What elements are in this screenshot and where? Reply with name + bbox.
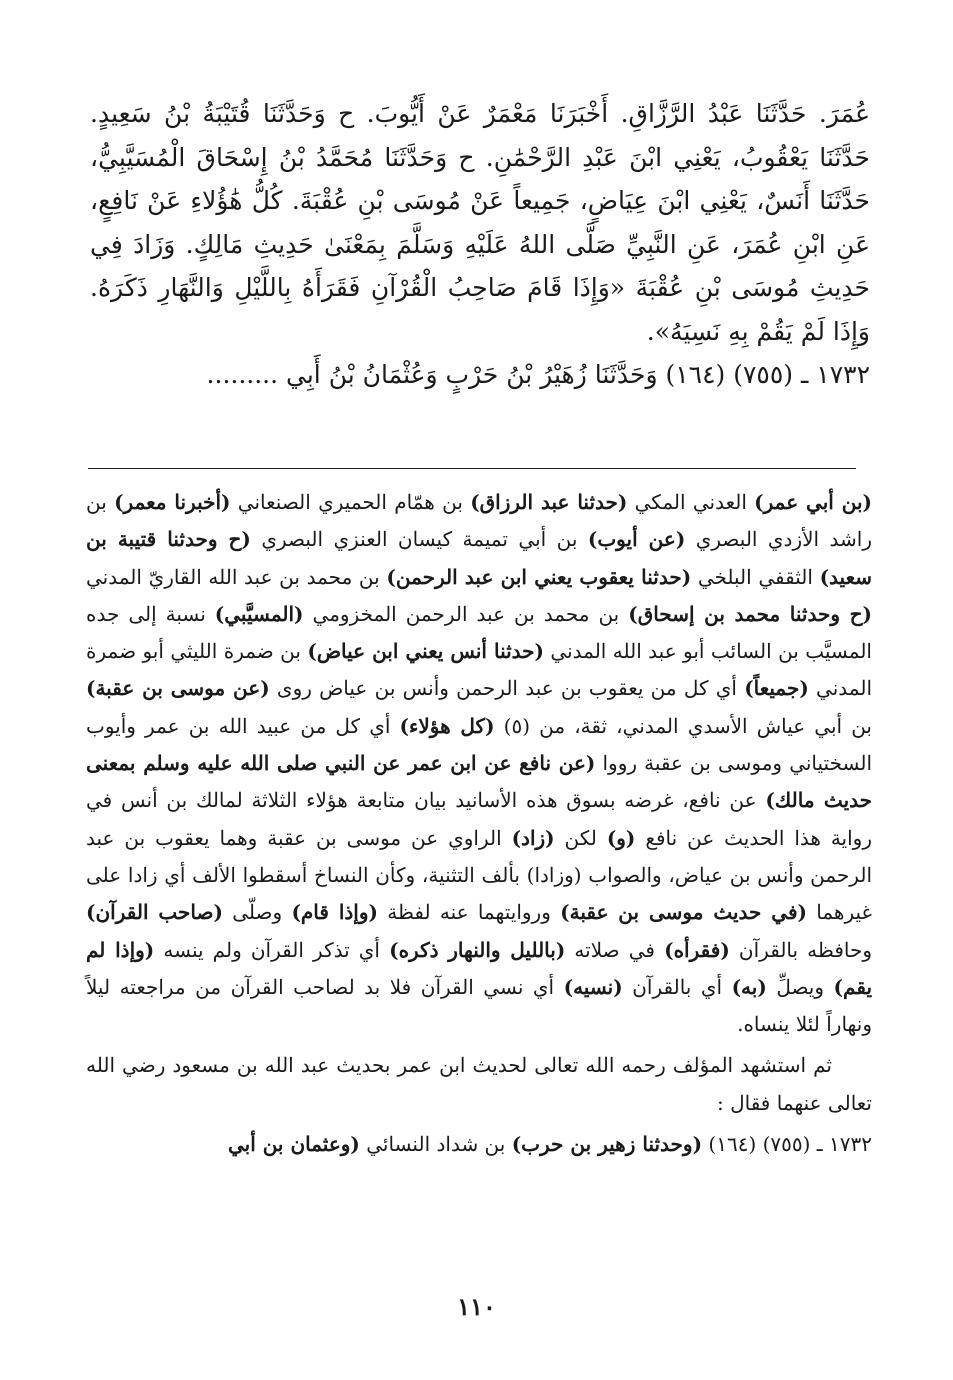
quoted-matn-term: (وإذا لم يقم) bbox=[86, 937, 873, 999]
commentary-text: بن محمد بن عبد الرحمن المخزومي bbox=[303, 601, 629, 626]
quoted-matn-term: (زاد) bbox=[511, 825, 555, 850]
quoted-matn-term: (به) bbox=[731, 974, 767, 999]
commentary-next-hadith bbox=[86, 1126, 872, 1163]
commentary-text: أي بالقرآن bbox=[622, 974, 732, 999]
commentary-text: بن أبي تميمة كيسان العنزي البصري bbox=[250, 527, 588, 552]
quoted-matn-term: (جميعاً) bbox=[744, 676, 809, 701]
commentary-text: الثقفي البلخي bbox=[691, 564, 820, 589]
commentary-text: الراوي عن موسى بن عقبة وهما يعقوب بن عبد الرحمن وأنس بن عياض، والصواب (وزادا) بألف التثنية، وكأن النساخ أسقطوا الألف أي زادا على غيرهما bbox=[86, 825, 872, 925]
quoted-matn-term: (وحدثنا زهير بن حرب) bbox=[511, 1132, 703, 1157]
quoted-matn-term: (نسيه) bbox=[563, 974, 623, 999]
quoted-matn-term: (صاحب القرآن) bbox=[86, 900, 223, 925]
page-number: ١١٠ bbox=[457, 1292, 496, 1321]
commentary-text: العدني المكي bbox=[627, 490, 755, 514]
quoted-matn-term: (ح وحدثنا محمد بن إسحاق) bbox=[628, 601, 872, 626]
commentary-text: ١٧٣٢ ـ (٧٥٥) (١٦٤) bbox=[702, 1132, 872, 1157]
quoted-matn-term: (حدثنا يعقوب يعني ابن عبد الرحمن) bbox=[386, 564, 692, 589]
quoted-matn-term: (بالليل والنهار ذكره) bbox=[389, 937, 566, 962]
quoted-matn-term: (عن نافع عن ابن عمر عن النبي صلى الله عليه وسلم بمعنى حديث مالك) bbox=[86, 751, 872, 813]
commentary-text: وحافظه بالقرآن bbox=[729, 937, 872, 962]
commentary-text: بن شداد النسائي bbox=[359, 1132, 512, 1157]
commentary-text: أي كل من يعقوب بن عبد الرحمن وأنس بن عياض روى bbox=[269, 676, 745, 701]
commentary-text: وروايتهما عنه لفظة bbox=[377, 900, 561, 925]
commentary-text: عن نافع، غرضه بسوق هذه الأسانيد بيان متابعة هؤلاء الثلاثة لمالك بن أنس في رواية هذا الحديث عن نافع bbox=[86, 788, 872, 850]
footnote-separator bbox=[88, 468, 856, 469]
quoted-matn-term: (وعثمان بن أبي bbox=[227, 1132, 360, 1157]
quoted-matn-term: (فقرأه) bbox=[664, 937, 730, 962]
hadith-text-block bbox=[90, 92, 870, 397]
commentary-text: لكن bbox=[554, 825, 607, 850]
commentary-text: بن ضمرة الليثي أبو ضمرة المدني bbox=[86, 639, 873, 701]
commentary-text: أي نسي القرآن فلا بد لصاحب القرآن من مراجعته ليلاً ونهاراً لئلا ينساه. bbox=[86, 974, 872, 1037]
quoted-matn-term: (بن أبي عمر) bbox=[754, 490, 872, 514]
quoted-matn-term: (عن موسى بن عقبة) bbox=[86, 676, 270, 701]
commentary-text: بن أبي عياش الأسدي المدني، ثقة، من (٥) bbox=[494, 713, 872, 738]
commentary-text: أي كل من عبيد الله بن عمر وأيوب السختياني وموسى بن عقبة رووا bbox=[86, 713, 872, 776]
commentary-text: بن همّام الحميري الصنعاني bbox=[230, 490, 471, 514]
quoted-matn-term: (ح وحدثنا قتيبة بن سعيد) bbox=[86, 527, 872, 589]
commentary-text: ويصلِّ bbox=[766, 974, 834, 999]
commentary-text: بن محمد بن عبد الله القاريّ المدني bbox=[86, 564, 387, 589]
quoted-matn-term: (أخبرنا معمر) bbox=[114, 490, 231, 514]
quoted-matn-term: (في حديث موسى بن عقبة) bbox=[560, 900, 807, 925]
quoted-matn-term: (وإذا قام) bbox=[291, 900, 378, 925]
quoted-matn-term: (كل هؤلاء) bbox=[399, 713, 495, 738]
commentary-block bbox=[86, 484, 872, 1163]
quoted-matn-term: (و) bbox=[606, 825, 636, 850]
quoted-matn-term: (المسيَّبي) bbox=[214, 601, 304, 626]
quoted-matn-term: (حدثنا أنس يعني ابن عياض) bbox=[307, 639, 545, 664]
quoted-matn-term: (حدثنا عبد الرزاق) bbox=[470, 490, 628, 514]
commentary-text: وصلّى bbox=[222, 900, 292, 925]
commentary-text: أي تذكر القرآن ولم ينسه bbox=[154, 937, 390, 962]
next-hadith-heading: ١٧٣٢ ـ (٧٥٥) (١٦٤) وَحَدَّثَنَا زُهَيْرُ بْنُ حَرْبٍ وَعُثْمَانُ بْنُ أَبِي ......... bbox=[206, 360, 870, 389]
commentary-text: نسبة إلى جده المسيَّب بن السائب أبو عبد الله المدني bbox=[86, 601, 872, 664]
commentary-transition: ثم استشهد المؤلف رحمه الله تعالى لحديث ابن عمر بحديث عبد الله بن مسعود رضي الله تعالى عنهما فقال : bbox=[86, 1053, 872, 1115]
hadith-paragraph: عُمَرَ. حَدَّثَنَا عَبْدُ الرَّزَّاقِ. أَخْبَرَنَا مَعْمَرٌ عَنْ أَيُّوبَ. ح وَحَدَّثَنَا قُتَيْبَةُ بْنُ سَعِيدٍ. حَدَّثَنَا يَعْقُوبُ، يَعْنِي ابْنَ عَبْدِ الرَّحْمَٰنِ. ح وَحَدَّثَنَا مُحَمَّدُ بْنُ إِسْحَاقَ الْمُسَيَّبِيُّ، حَدَّثَنَا أَنَسٌ، يَعْنِي ابْنَ عِيَاضٍ، جَمِيعاً عَنْ مُوسَى بْنِ عُقْبَةَ. كُلُّ هَٰؤُلاءِ عَنْ نَافِعٍ، عَنِ ابْنِ عُمَرَ، عَنِ النَّبِيِّ صَلَّى اللهُ عَلَيْهِ وَسَلَّمَ بِمَعْنَىٰ حَدِيثِ مَالِكٍ. وَزَادَ فِي حَدِيثِ مُوسَى بْنِ عُقْبَةَ «وَإِذَا قَامَ صَاحِبُ الْقُرْآنِ فَقَرَأَهُ بِاللَّيْلِ وَالنَّهَارِ ذَكَرَهُ. وَإِذَا لَمْ يَقُمْ بِهِ نَسِيَهُ». bbox=[90, 99, 870, 346]
quoted-matn-term: (عن أيوب) bbox=[587, 527, 686, 552]
commentary-text: في صلاته bbox=[565, 937, 665, 962]
commentary-text: بن راشد الأزدي البصري bbox=[86, 490, 872, 552]
commentary-paragraph bbox=[86, 484, 872, 1043]
